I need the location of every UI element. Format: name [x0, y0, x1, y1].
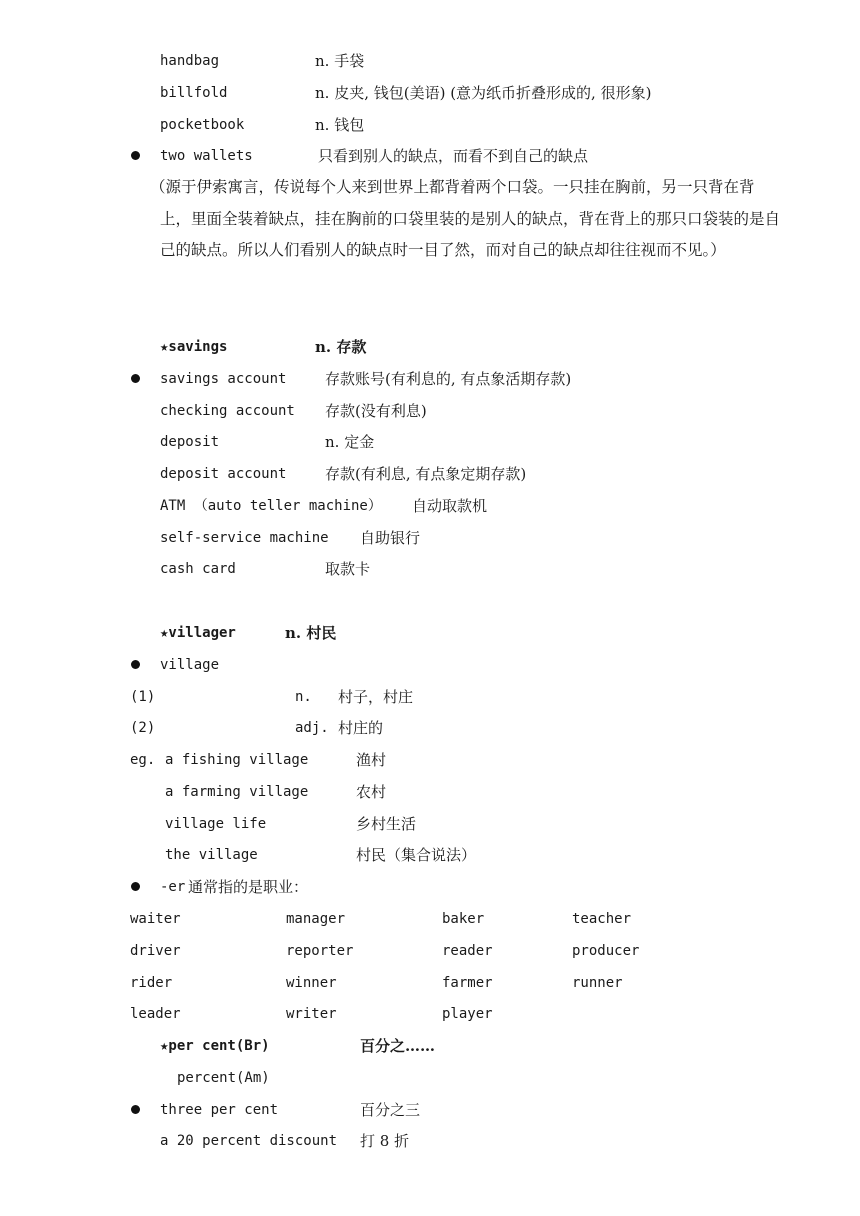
sense-number: (2): [130, 720, 156, 736]
bullet-icon: [131, 374, 140, 383]
profession-word: writer: [286, 1006, 337, 1022]
term-en: a 20 percent discount: [160, 1133, 338, 1149]
term-zh: 只看到别人的缺点，而看不到自己的缺点: [318, 147, 589, 165]
term-zh: 打 8 折: [360, 1132, 410, 1150]
term-zh: 存款账号(有利息的, 有点象活期存款): [325, 370, 572, 388]
term-en: billfold: [160, 85, 228, 101]
term-zh: n. 皮夹, 钱包(美语) (意为纸币折叠形成的, 很形象): [315, 84, 652, 102]
term-zh: 存款(有利息, 有点象定期存款): [325, 465, 527, 483]
term-en: deposit: [160, 434, 220, 450]
explanation-paragraph: （源于伊索寓言，传说每个人来到世界上都背着两个口袋。一只挂在胸前，另一只背在背上，里面全装着缺点，挂在胸前的口袋里装的是别人的缺点，背在背上的那只口袋装的是自己的缺点。所以人们看别人的缺点时一目了然，而对自己的缺点却往往视而不见。）: [150, 178, 781, 260]
er-note-zh: 通常指的是职业：: [188, 878, 309, 896]
term-zh: 自助银行: [360, 529, 421, 547]
term-zh: 取款卡: [325, 560, 371, 578]
example-en: the village: [165, 847, 258, 863]
section-heading: ★savings: [160, 339, 228, 355]
profession-word: manager: [286, 911, 346, 927]
bullet-icon: [131, 882, 140, 891]
term-en: village: [160, 657, 220, 673]
term-en: savings account: [160, 371, 287, 387]
sense-number: (1): [130, 689, 156, 705]
profession-word: reporter: [286, 943, 354, 959]
profession-word: farmer: [442, 975, 493, 991]
profession-word: driver: [130, 943, 181, 959]
example-en: a farming village: [165, 784, 309, 800]
example-zh: 村民（集合说法）: [356, 846, 477, 864]
term-en: percent(Am): [177, 1070, 270, 1086]
example-zh: 农村: [356, 783, 387, 801]
section-heading-zh: n. 存款: [315, 338, 367, 356]
profession-word: baker: [442, 911, 485, 927]
example-zh: 乡村生活: [356, 815, 417, 833]
bullet-icon: [131, 660, 140, 669]
profession-word: leader: [130, 1006, 181, 1022]
term-zh: n. 定金: [325, 433, 375, 451]
eg-label: eg.: [130, 752, 156, 768]
term-en: ATM （auto teller machine）: [160, 498, 382, 514]
profession-word: rider: [130, 975, 173, 991]
term-zh: 自动取款机: [412, 497, 488, 515]
profession-word: winner: [286, 975, 337, 991]
example-zh: 渔村: [356, 751, 387, 769]
term-zh: 百分之三: [360, 1101, 421, 1119]
term-en: deposit account: [160, 466, 287, 482]
bullet-icon: [131, 151, 140, 160]
term-en: self-service machine: [160, 530, 329, 546]
section-heading: ★per cent(Br): [160, 1038, 270, 1054]
sense-pos: n.: [295, 689, 312, 705]
term-en: cash card: [160, 561, 236, 577]
profession-word: runner: [572, 975, 623, 991]
example-en: a fishing village: [165, 752, 309, 768]
term-zh: n. 钱包: [315, 116, 365, 134]
example-en: village life: [165, 816, 267, 832]
sense-zh: 村子，村庄: [338, 688, 414, 706]
section-heading: ★villager: [160, 625, 236, 641]
sense-pos: adj.: [295, 720, 329, 736]
term-zh: 存款(没有利息): [325, 402, 427, 420]
term-en: handbag: [160, 53, 220, 69]
profession-word: producer: [572, 943, 640, 959]
profession-word: waiter: [130, 911, 181, 927]
term-zh: n. 手袋: [315, 52, 365, 70]
er-note-prefix: -er: [160, 879, 186, 895]
profession-word: player: [442, 1006, 493, 1022]
term-en: three per cent: [160, 1102, 279, 1118]
profession-word: teacher: [572, 911, 632, 927]
bullet-icon: [131, 1105, 140, 1114]
section-heading-zh: n. 村民: [285, 624, 337, 642]
sense-zh: 村庄的: [338, 719, 384, 737]
section-heading-zh: 百分之……: [360, 1037, 436, 1055]
term-en: two wallets: [160, 148, 253, 164]
term-en: pocketbook: [160, 117, 245, 133]
profession-word: reader: [442, 943, 493, 959]
term-en: checking account: [160, 403, 295, 419]
